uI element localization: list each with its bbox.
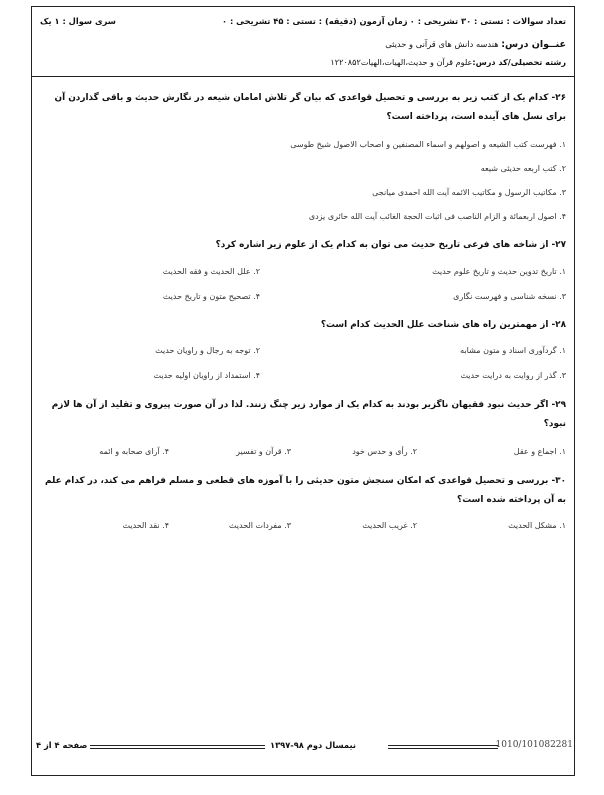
footer-rule-right [388, 745, 498, 749]
question-text: کدام یک از کتب زیر به بررسی و تحصیل قواعدی که بیان گر تلاش امامان شیعه در نگارش حدیث و باقی گذاردن آن برای نسل های آینده است، پرداخته است؟ [54, 93, 566, 122]
question-26 [36, 89, 566, 127]
question-27 [36, 236, 566, 255]
exam-header [32, 7, 574, 77]
option-29-3[interactable]: ۳. قرآن و تفسیر [236, 447, 291, 456]
course-major [330, 57, 566, 67]
question-text: اگر حدیث نبود فقیهان ناگزیر بودند به کدام یک از موارد زیر چنگ زنند. لذا در آن صورت پیروی و تقلید از آن ها لازم نبود؟ [51, 400, 566, 429]
option-27-4[interactable]: ۴. تصحیح متون و تاریخ حدیث [162, 292, 260, 301]
question-text: از شاخه های فرعی تاریخ حدیث می توان به کدام یک از علوم زیر اشاره کرد؟ [215, 240, 549, 250]
option-26-4[interactable]: ۴. اصول اربعمائة و الزام الناصب فی اثبات الحجة الغائب آیت الله حائری یزدی [308, 212, 566, 221]
option-27-1[interactable]: ۱. تاریخ تدوین حدیث و تاریخ علوم حدیث [432, 267, 566, 276]
option-28-4[interactable]: ۴. استمداد از راویان اولیه حدیث [153, 371, 260, 380]
question-28 [36, 316, 566, 335]
option-26-1[interactable]: ۱. فهرست کتب الشیعه و اصولهم و اسماء المصنفین و اصحاب الاصول شیخ طوسی [290, 140, 566, 149]
course-title-value: هندسه دانش های قرآنی و حدیثی [385, 39, 502, 49]
option-26-3[interactable]: ۳. مکاتیب الرسول و مکاتیب الائمه آیت الله احمدی میانجی [372, 188, 566, 197]
question-number: ۳۰- [551, 476, 566, 486]
option-30-2[interactable]: ۲. غریب الحدیث [362, 521, 417, 530]
question-30 [36, 472, 566, 510]
question-number: ۲۹- [551, 400, 566, 410]
header-info-row [32, 16, 574, 30]
exam-time: زمان آزمون (دقیقه) : تستی : ۴۵ تشریحی : ۰ [222, 16, 408, 26]
option-30-4[interactable]: ۴. نقد الحدیث [122, 521, 169, 530]
option-28-3[interactable]: ۳. گذر از روایت به درایت حدیث [460, 371, 566, 380]
question-number: ۲۸- [551, 320, 566, 330]
exam-page [31, 6, 575, 776]
exam-footer [31, 740, 577, 754]
option-29-2[interactable]: ۲. رأی و حدس خود [352, 447, 417, 456]
question-text: بررسی و تحصیل قواعدی که امکان سنجش متون حدیثی را با آموزه های قطعی و مسلم فراهم می کند، در کدام علم به آن پرداخته شده است؟ [45, 476, 566, 505]
option-28-1[interactable]: ۱. گردآوری اسناد و متون مشابه [460, 346, 566, 355]
question-number: ۲۷- [551, 240, 566, 250]
page-number: صفحه ۴ از ۴ [33, 740, 90, 750]
option-28-2[interactable]: ۲. توجه به رجال و راویان حدیث [155, 346, 260, 355]
question-count: تعداد سوالات : تستی : ۳۰ تشریحی : ۰ [409, 16, 566, 26]
option-30-3[interactable]: ۳. مفردات الحدیث [228, 521, 291, 530]
course-title-label: عنــوان درس: [501, 39, 566, 50]
option-30-1[interactable]: ۱. مشکل الحدیث [508, 521, 566, 530]
question-series: سری سوال : ۱ یک [40, 16, 116, 26]
course-major-label: رشته تحصیلی/کد درس: [472, 57, 566, 67]
question-number: ۲۶- [551, 93, 566, 103]
option-26-2[interactable]: ۲. کتب اربعه حدیثی شیعه [480, 164, 566, 173]
option-27-2[interactable]: ۲. علل الحدیث و فقه الحدیث [162, 267, 260, 276]
option-27-3[interactable]: ۳. نسخه شناسی و فهرست نگاری [453, 292, 566, 301]
semester: نیمسال دوم ۹۸-۱۳۹۷ [267, 740, 359, 750]
exam-code: 1010/101082281 [495, 740, 573, 750]
course-major-value: علوم قرآن و حدیث،الهیات،الهیات۱۲۲۰۸۵۲ [330, 57, 473, 67]
question-29 [36, 396, 566, 434]
option-29-4[interactable]: ۴. آرای صحابه و ائمه [99, 447, 169, 456]
course-title [385, 39, 566, 50]
footer-rule-left [89, 745, 265, 749]
option-29-1[interactable]: ۱. اجماع و عقل [513, 447, 566, 456]
question-text: از مهمترین راه های شناخت علل الحدیث کدام است؟ [320, 320, 549, 330]
